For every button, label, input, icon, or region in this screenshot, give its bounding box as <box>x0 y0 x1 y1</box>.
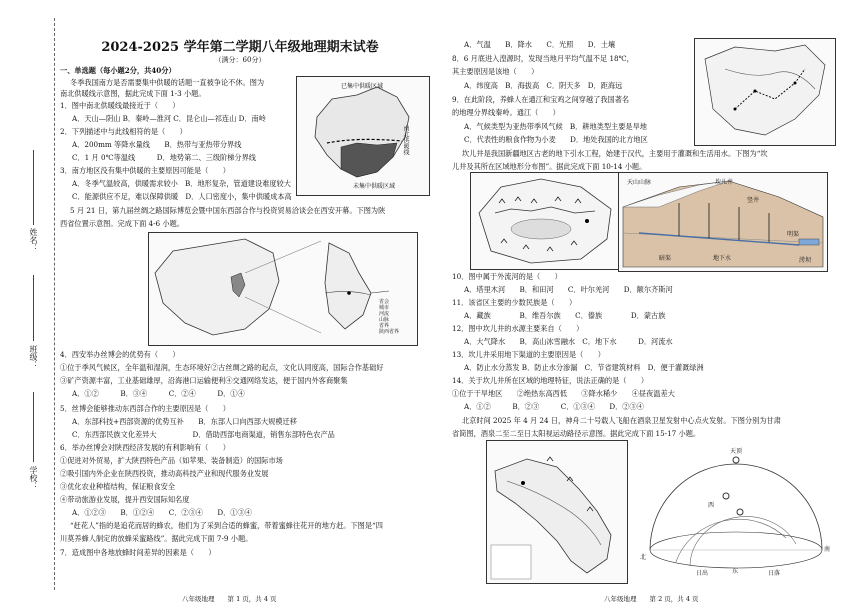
question-10-options: A．塔里木河 B．和田河 C．叶尔羌河 D．额尔齐斯河 <box>464 285 673 294</box>
exam-title: 2024-2025 学年第二学期八年级地理期末试卷 <box>101 40 379 55</box>
passage-line: 5 月 21 日，第九届丝绸之路国际博览会暨中国东西部合作与投资贸易洽谈会在西安开幕。下图为陕 <box>70 206 386 215</box>
question-5-options-cd: C．东西部民族文化差异大 D．借助西部电商渠道，销售东部特色农产品 <box>72 430 335 439</box>
xinjiang-terrain-map <box>470 172 620 270</box>
passage-line: 南北供暖线示意图，据此完成下面 1-3 小题。 <box>60 89 206 98</box>
section-label-shaft: 竖井 <box>747 197 760 204</box>
question-3-options-cd: C．能源供应不足，难以保障供暖 D．人口密度小，集中供暖成本高 <box>72 192 292 201</box>
question-8: 8．6 月底进入湟源时，发现当地月平均气温不足 18℃， <box>452 54 634 63</box>
map-label-heated: 已集中供暖区域 <box>341 83 384 90</box>
section-heading: 一、单选题（每小题2分，共40分） <box>60 66 176 75</box>
shaanxi-location-map <box>148 232 418 346</box>
section-label-mountains: 天山山脉 <box>627 179 652 186</box>
question-5-options-ab: A．东部科技+西部资源的优势互补 B．东部人口向西部大规模迁移 <box>72 417 297 426</box>
class-label: 班级： <box>29 345 38 369</box>
name-label: 姓名： <box>29 228 38 252</box>
question-1-options: A．天山—阴山 B．秦岭—淮河 C．昆仑山—祁连山 D．南岭 <box>72 114 266 123</box>
question-6-statement: ③优化农业种植结构，保证粮食安全 <box>60 482 176 491</box>
passage-line: 省简图，酒泉二至二至日太阳视运动路径示意图。据此完成下面 15-17 小题。 <box>452 429 701 438</box>
sun-label-sunset: 日落 <box>768 570 781 577</box>
question-13: 13．坎儿井采用地下渠道的主要原因是（ ） <box>452 350 605 359</box>
question-4: 4．西安举办丝博会的优势有（ ） <box>60 350 180 359</box>
beekeeping-route-map <box>694 38 836 146</box>
sun-label-west: 西 <box>708 502 715 509</box>
footer-left: 八年级地理 第 1 页，共 4 页 <box>182 595 277 603</box>
exam-score: （满分：60分） <box>214 56 266 64</box>
question-12: 12．图中坎儿井的水源主要来自（ ） <box>452 324 584 333</box>
legend-item: 山脉 <box>379 317 390 323</box>
sun-label-east: 东 <box>732 568 739 575</box>
passage-line: 西省位置示意图。完成下面 4-6 小题。 <box>60 219 184 228</box>
question-9-options-ab: A．气候类型为亚热带季风气候 B．耕地类型主要是旱地 <box>464 122 647 131</box>
question-3: 3．南方地区没有集中供暖的主要原因可能是（ ） <box>60 166 230 175</box>
question-14-options: A．①② B．②③ C．①③④ D．②③④ <box>464 402 644 411</box>
question-4-statement: ①位于季风气候区，全年温和湿润，生态环境好②古丝绸之路的起点，文化认同度高，国际合作基础好 <box>60 363 384 372</box>
question-9-options-cd: C．代表性的粮食作物为小麦 D．地处我国的北方地区 <box>464 135 648 144</box>
map-label-unheated: 未集中供暖区域 <box>353 183 396 190</box>
question-5: 5．丝博会能够推动东西部合作的主要原因是（ ） <box>60 404 230 413</box>
karez-cross-section <box>618 172 828 272</box>
question-12-options: A．大气降水 B．高山冰雪融水 C．地下水 D．河流水 <box>464 337 673 346</box>
question-6: 6．举办丝博会对陕西经济发展的有利影响有（ ） <box>60 443 230 452</box>
question-6-statement: ④带动旅游业发展，提升西安国际知名度 <box>60 495 190 504</box>
name-line <box>33 150 34 225</box>
question-2: 2．下列描述中与此线相符的是（ ） <box>60 127 187 136</box>
question-2-options-ab: A．200mm 等降水量线 B．热带与亚热带分界线 <box>72 140 242 149</box>
passage-line: 冬季我国南方是否需要集中供暖的话题一直被争论不休。图为 <box>70 78 265 87</box>
gansu-map <box>486 440 628 584</box>
cut-line <box>54 18 55 590</box>
section-label-tunnel: 暗渠 <box>659 255 672 262</box>
class-line <box>33 275 34 341</box>
question-4-statement: ③矿产资源丰富，工业基础雄厚，沿海港口运输便利④交通网络发达，便于国内外客商聚集 <box>60 376 348 385</box>
question-11: 11．该省区主要的少数民族是（ ） <box>452 298 577 307</box>
question-7: 7．造成图中各地放蜂时间差异的因素是（ ） <box>60 548 216 557</box>
question-8-options: A．纬度高 B．海拔高 C．阴天多 D．距海远 <box>464 81 623 90</box>
passage-line: 儿井及其所在区域地形分布图”。据此完成下面 10-14 小题。 <box>452 162 647 171</box>
section-label-groundwater: 地下水 <box>713 255 732 262</box>
sun-path-diagram <box>636 440 836 582</box>
sun-label-south: 南 <box>824 546 831 553</box>
section-label-pond: 涝坝 <box>799 257 812 264</box>
map-label-line: 南北供暖线 <box>402 125 409 155</box>
question-4-options: A．①② B．③④ C．②④ D．①④ <box>72 389 245 398</box>
legend-item: 陕西省界 <box>379 329 400 335</box>
heating-line-map <box>296 76 430 196</box>
section-label-karez: 坎儿井 <box>715 179 734 186</box>
passage-line: 北京时间 2025 年 4 月 24 日，神舟二十号载人飞船在酒泉卫星发射中心点火发射。下图分别为甘肃 <box>462 416 781 425</box>
school-line <box>33 392 34 462</box>
section-label-channel: 明渠 <box>787 231 800 238</box>
sun-label-north: 北 <box>640 554 647 561</box>
question-14-statement: ①位于干旱地区 ②绝热东高西低 ③降水稀少 ④昼夜温差大 <box>452 389 675 398</box>
question-7-options: A．气温 B．降水 C．光照 D．土壤 <box>464 40 616 49</box>
question-6-statement: ②吸引国内外企业在陕西投资，推动高科技产业和现代服务业发展 <box>60 469 269 478</box>
school-label: 学校： <box>29 466 38 490</box>
question-10: 10．图中属于外流河的是（ ） <box>452 272 562 281</box>
legend-item: 省界 <box>379 323 390 329</box>
question-11-options: A．藏族 B．维吾尔族 C．傣族 D．蒙古族 <box>464 311 666 320</box>
legend-item: 河流 <box>379 311 390 317</box>
map-legend <box>379 299 399 335</box>
question-1: 1．图中南北供暖线最接近于（ ） <box>60 101 180 110</box>
sun-label-zenith: 天顶 <box>730 448 743 455</box>
legend-item: 省会 <box>379 299 390 305</box>
question-6-statement: ①促进对外贸易，扩大陕西特色产品（如苹果、装备制造）的国际市场 <box>60 456 283 465</box>
question-13-options: A．防止水分蒸发 B．防止水分渗漏 C．节省建筑材料 D．便于灌溉绿洲 <box>464 363 704 372</box>
question-14: 14．关于坎儿井所在区域的地理特征，说法正确的是（ ） <box>452 376 649 385</box>
legend-item: 城市 <box>379 305 390 311</box>
question-9-cont: 的地理分界线秦岭。通江（ ） <box>452 108 560 117</box>
question-6-options: A．①②③ B．①②④ C．②③④ D．①③④ <box>72 508 252 517</box>
passage-line: “赶花人”指的是追花而居的蜂农，他们为了采到合适的蜂蜜，带着蜜蜂往花开的地方赶。下图是“四 <box>70 521 383 530</box>
passage-line: 川莫养蜂人制定的放蜂采蜜路线”。据此完成下面 7-9 小题。 <box>60 534 253 543</box>
question-3-options-ab: A．冬季气温较高，供暖需求较小 B．地形复杂，管道建设难度较大 <box>72 179 291 188</box>
question-9: 9．在此阶段，养蜂人在通江和宝鸡之间穿越了我国著名 <box>452 95 630 104</box>
footer-right: 八年级地理 第 2 页，共 4 页 <box>604 595 699 603</box>
question-2-options-cd: C．1 月 0℃等温线 D．地势第二、三级阶梯分界线 <box>72 153 256 162</box>
binding-margin <box>0 0 58 608</box>
passage-line: 坎儿井是我国新疆地区古老的地下引水工程，始建于汉代，主要用于灌溉和生活用水。下图为“坎 <box>462 149 768 158</box>
question-8-cont: 其主要原因是该地（ ） <box>452 67 539 76</box>
sun-label-sunrise: 日出 <box>696 570 709 577</box>
